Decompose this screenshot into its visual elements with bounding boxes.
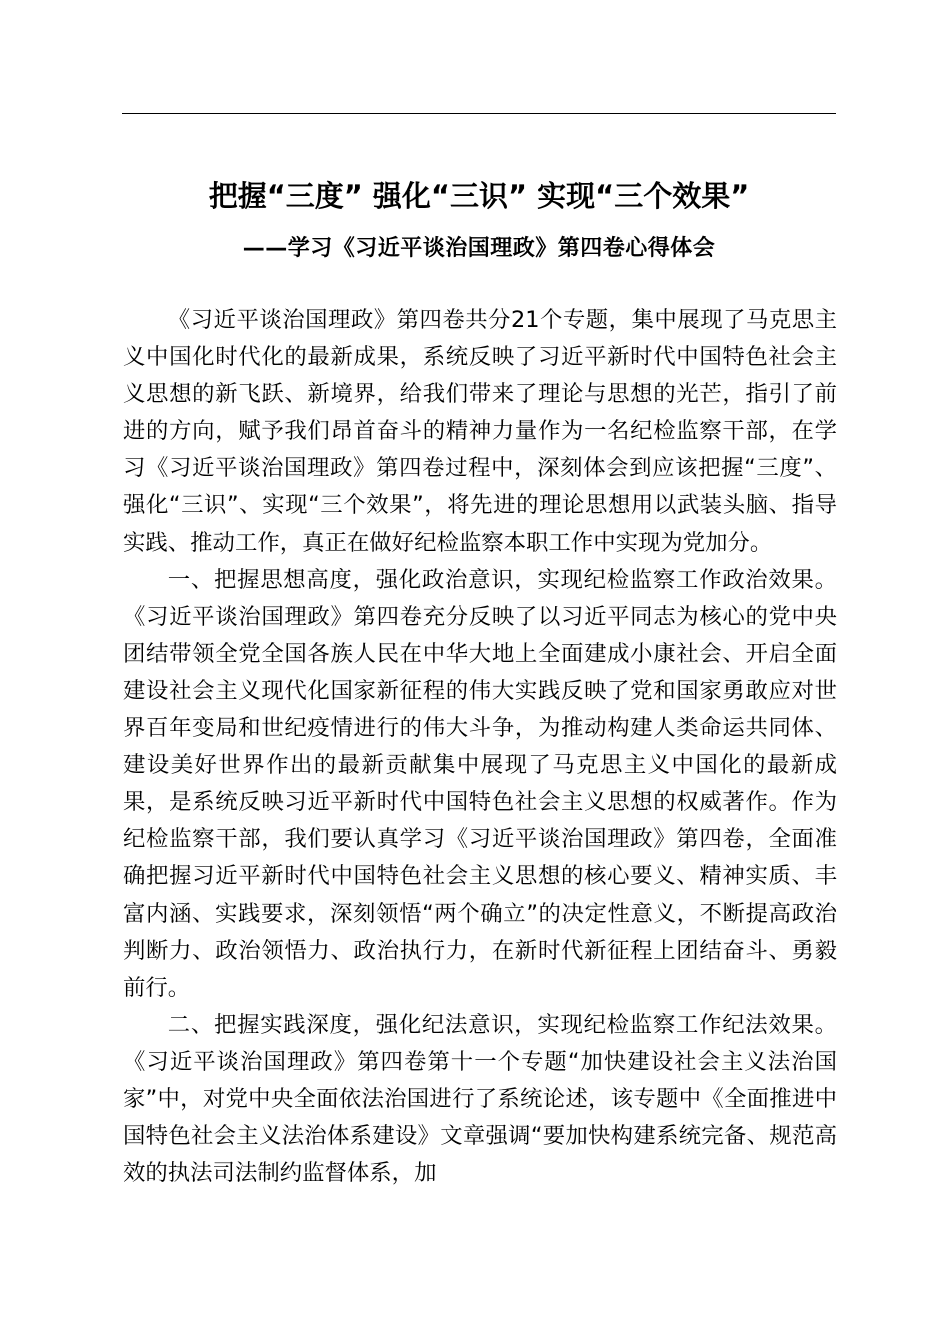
paragraph-section-two: 二、把握实践深度，强化纪法意识，实现纪检监察工作纪法效果。《习近平谈治国理政》第四卷第十一个专题“加快建设社会主义法治国家”中，对党中央全面依法治国进行了系统论述，该专题中《全面推进中国特色社会主义法治体系建设》文章强调“要加快构建系统完备、规范高效的执法司法制约监督体系，加 <box>123 1011 837 1187</box>
document-title: 把握“三度” 强化“三识” 实现“三个效果” <box>208 179 750 213</box>
paragraph-intro: 《习近平谈治国理政》第四卷共分21个专题，集中展现了马克思主义中国化时代化的最新成果，系统反映了习近平新时代中国特色社会主义思想的新飞跃、新境界，给我们带来了理论与思想的光芒，指引了前进的方向，赋予我们昂首奋斗的精神力量作为一名纪检监察干部，在学习《习近平谈治国理政》第四卷过程中，深刻体会到应该把握“三度”、强化“三识”、实现“三个效果”，将先进的理论思想用以武装头脑、指导实践、推动工作，真正在做好纪检监察本职工作中实现为党加分。 <box>123 307 837 556</box>
document-subtitle: ——学习《习近平谈治国理政》第四卷心得体会 <box>242 236 716 261</box>
document-body <box>123 302 837 1192</box>
paragraph-section-one: 一、把握思想高度，强化政治意识，实现纪检监察工作政治效果。《习近平谈治国理政》第四卷充分反映了以习近平同志为核心的党中央团结带领全党全国各族人民在中华大地上全面建成小康社会、开启全面建设社会主义现代化国家新征程的伟大实践反映了党和国家勇敢应对世界百年变局和世纪疫情进行的伟大斗争，为推动构建人类命运共同体、建设美好世界作出的最新贡献集中展现了马克思主义中国化的最新成果，是系统反映习近平新时代中国特色社会主义思想的权威著作。作为纪检监察干部，我们要认真学习《习近平谈治国理政》第四卷，全面准确把握习近平新时代中国特色社会主义思想的核心要义、精神实质、丰富内涵、实践要求，深刻领悟“两个确立”的决定性意义，不断提高政治判断力、政治领悟力、政治执行力，在新时代新征程上团结奋斗、勇毅前行。 <box>123 566 837 1001</box>
header-rule <box>122 113 836 114</box>
